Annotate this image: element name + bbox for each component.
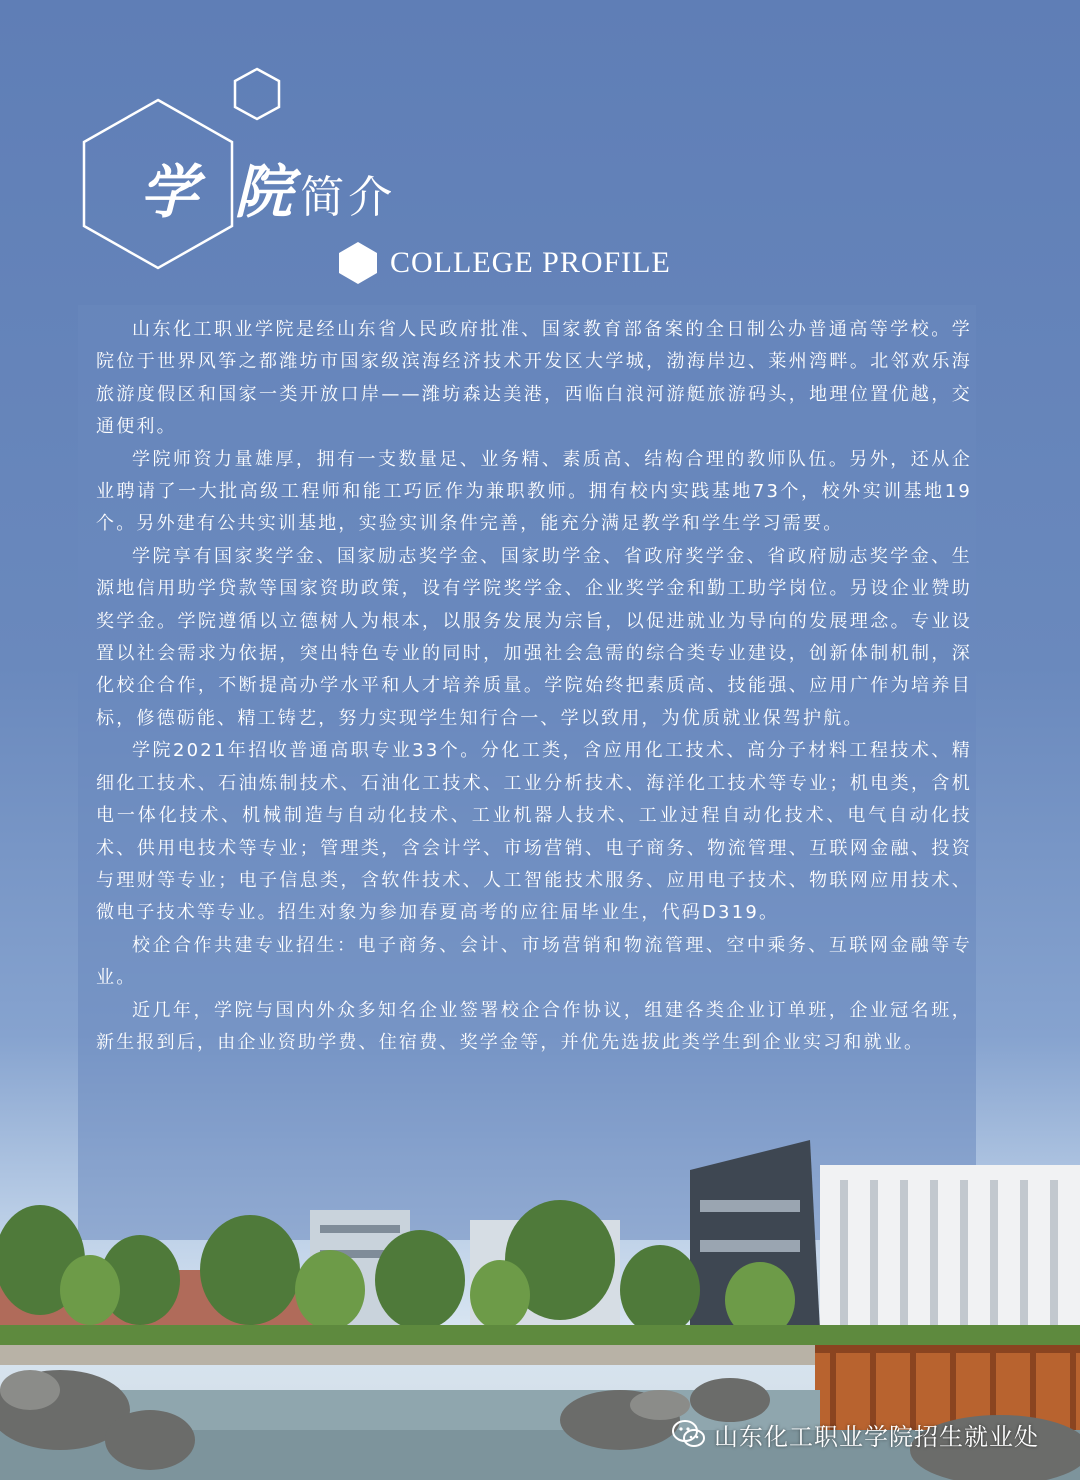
wechat-icon: [672, 1419, 706, 1449]
page-subtitle: [338, 240, 671, 286]
watermark: [672, 1414, 1039, 1454]
profile-text: [96, 314, 972, 1059]
page-title: [140, 145, 396, 229]
building-right: [820, 1165, 1080, 1340]
paragraph-scholarships: 学院享有国家奖学金、国家励志奖学金、国家助学金、省政府奖学金、省政府励志奖学金、生源地信用助学贷款等国家资助政策，设有学院奖学金、企业奖学金和勤工助学岗位。另设企业赞助奖学金。学院遵循以立德树人为根本，以服务发展为宗旨，以促进就业为导向的发展理念。专业设置以社会需求为依据，突出特色专业的同时，加强社会急需的综合类专业建设，创新体制机制，深化校企合作，不断提高办学水平和人才培养质量。学院始终把素质高、技能强、应用广作为培养目标，修德砺能、精工铸艺，努力实现学生知行合一、学以致用，为优质就业保驾护航。: [96, 545, 972, 729]
paragraph-faculty: 学院师资力量雄厚，拥有一支数量足、业务精、素质高、结构合理的教师队伍。另外，还从企业聘请了一大批高级工程师和能工巧匠作为兼职教师。拥有校内实践基地73个，校外实训基地19个。另外建有公共实训基地，实验实训条件完善，能充分满足教学和学生学习需要。: [96, 448, 972, 535]
watermark-text: 山东化工职业学院招生就业处: [714, 1422, 1039, 1451]
paragraph-majors: 学院2021年招收普通高职专业33个。分化工类，含应用化工技术、高分子材料工程技术、精细化工技术、石油炼制技术、石油化工技术、工业分析技术、海洋化工技术等专业；机电类，含机电一体化技术、机械制造与自动化技术、工业机器人技术、工业过程自动化技术、电气自动化技术、供用电技术等专业；管理类，含会计学、市场营销、电子商务、物流管理、互联网金融、投资与理财等专业；电子信息类，含软件技术、人工智能技术服务、应用电子技术、物联网应用技术、微电子技术等专业。招生对象为参加春夏高考的应往届毕业生，代码D319。: [96, 740, 972, 924]
paragraph-cooperation: 校企合作共建专业招生：电子商务、会计、市场营销和物流管理、空中乘务、互联网金融等专业。: [96, 934, 972, 989]
subtitle-text: COLLEGE PROFILE: [390, 246, 671, 279]
page-title-sub: 简介: [300, 172, 397, 223]
page-title-main: 学 院: [140, 158, 301, 226]
paragraph-order-classes: 近几年，学院与国内外众多知名企业签署校企合作协议，组建各类企业订单班，企业冠名班，新生报到后，由企业资助学费、住宿费、奖学金等，并优先选拔此类学生到企业实习和就业。: [96, 999, 972, 1053]
hexagon-icon: [338, 241, 378, 285]
paragraph-location: 山东化工职业学院是经山东省人民政府批准、国家教育部备案的全日制公办普通高等学校。学院位于世界风筝之都潍坊市国家级滨海经济技术开发区大学城，渤海岸边、莱州湾畔。北邻欢乐海旅游度假区和国家一类开放口岸——潍坊森达美港，西临白浪河游艇旅游码头，地理位置优越，交通便利。: [96, 319, 972, 438]
small-hexagon-outline: [235, 69, 279, 119]
